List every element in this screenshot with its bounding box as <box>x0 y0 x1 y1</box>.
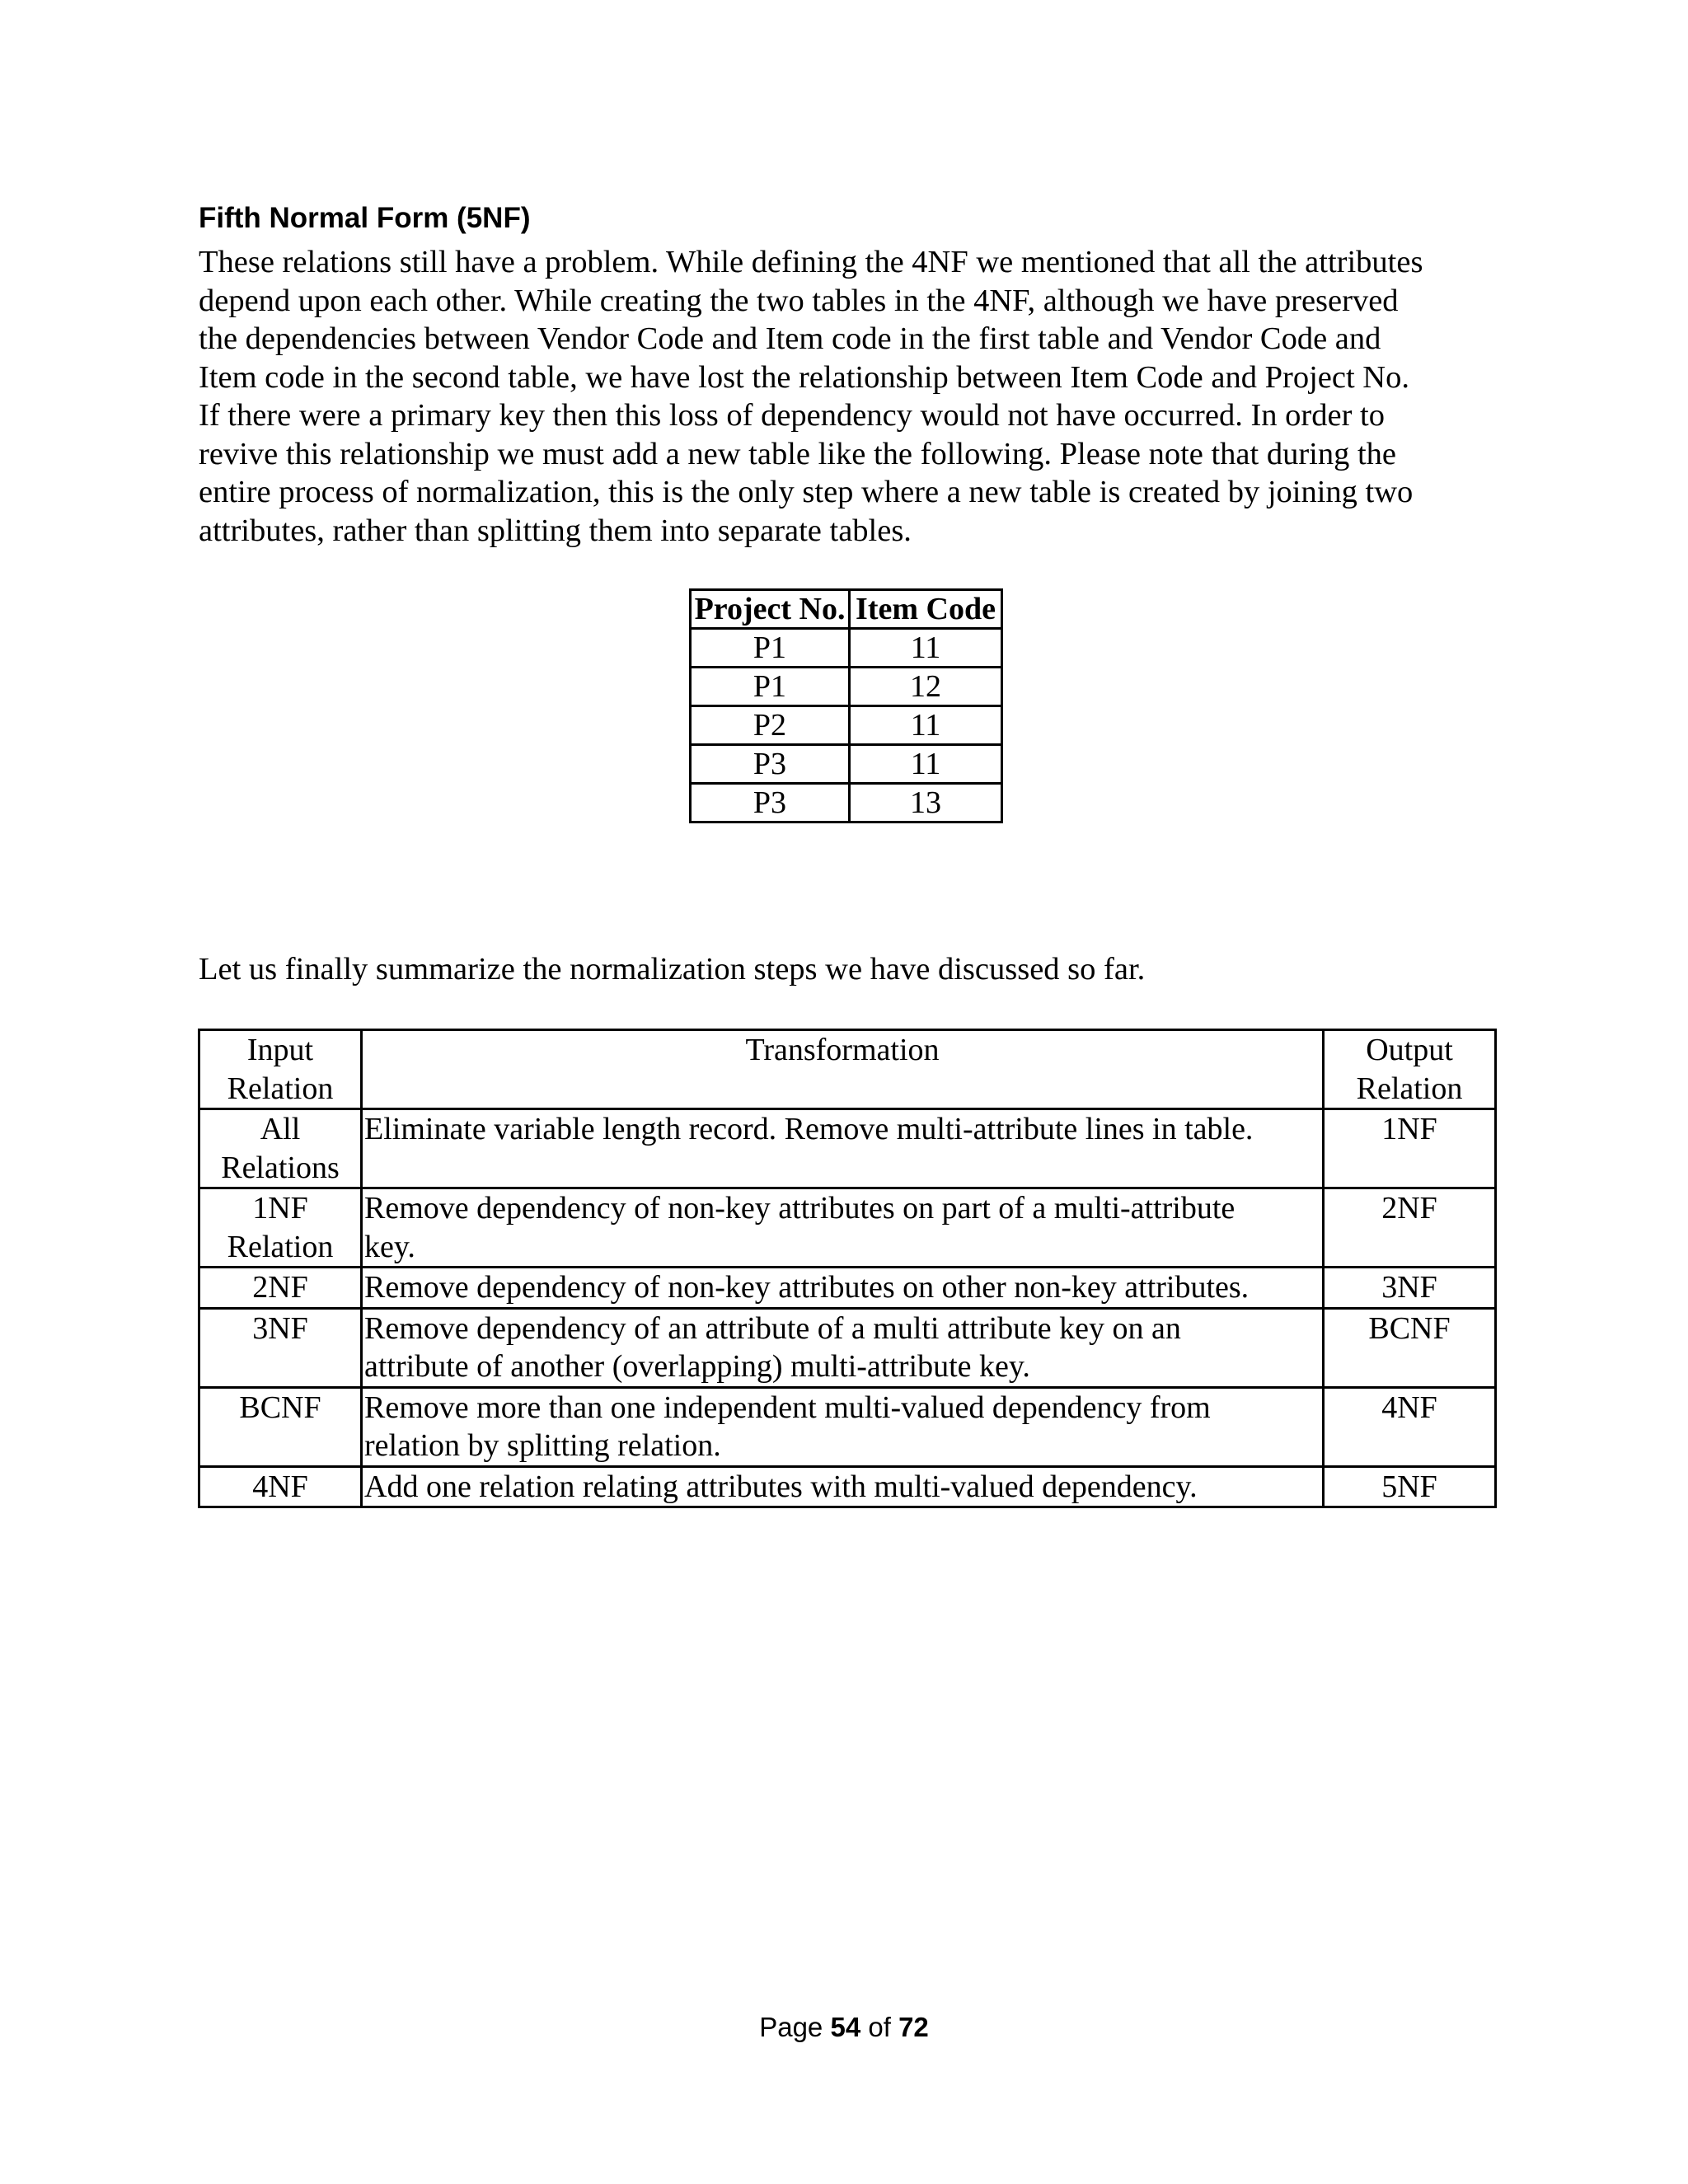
header-output-relation: Output Relation <box>1324 1030 1496 1109</box>
project-item-table <box>689 588 1003 823</box>
output-relation-cell: 3NF <box>1324 1268 1496 1309</box>
transformation-cell: Remove dependency of non-key attributes on other non-key attributes. <box>362 1268 1324 1309</box>
input-relation-cell: BCNF <box>199 1387 362 1466</box>
header-transformation: Transformation <box>362 1030 1324 1109</box>
table-header-row <box>691 590 1002 629</box>
paragraph-line: If there were a primary key then this loss of dependency would not have occurred. In order to <box>199 398 1385 433</box>
item-code-cell: 11 <box>850 629 1002 668</box>
transformation-cell: Remove more than one independent multi-valued dependency from relation by splitting relation. <box>362 1387 1324 1466</box>
project-no-cell: P3 <box>691 745 850 784</box>
transformation-cell: Remove dependency of an attribute of a multi attribute key on an attribute of another (overlapping) multi-attribute key. <box>362 1308 1324 1387</box>
input-relation-cell: 1NF Relation <box>199 1188 362 1268</box>
header-input-relation: Input Relation <box>199 1030 362 1109</box>
table-header-row <box>199 1030 1496 1109</box>
table-row <box>691 745 1002 784</box>
input-relation-cell: 2NF <box>199 1268 362 1309</box>
table-row <box>691 668 1002 706</box>
section-heading: Fifth Normal Form (5NF) <box>199 202 531 234</box>
table-row <box>199 1109 1496 1188</box>
current-page-number: 54 <box>830 2012 861 2042</box>
project-no-cell: P1 <box>691 629 850 668</box>
paragraph-line: the dependencies between Vendor Code and Item code in the first table and Vendor Code and <box>199 321 1381 356</box>
item-code-cell: 12 <box>850 668 1002 706</box>
input-relation-cell: 4NF <box>199 1466 362 1507</box>
item-code-cell: 11 <box>850 745 1002 784</box>
input-relation-cell: All Relations <box>199 1109 362 1188</box>
input-relation-cell: 3NF <box>199 1308 362 1387</box>
normalization-summary-table <box>198 1029 1497 1508</box>
project-no-cell: P1 <box>691 668 850 706</box>
page-footer <box>0 2011 1688 2044</box>
table-row <box>199 1188 1496 1268</box>
paragraph-line: attributes, rather than splitting them into separate tables. <box>199 513 912 548</box>
table-row <box>199 1466 1496 1507</box>
table-row <box>691 784 1002 823</box>
table-row <box>199 1268 1496 1309</box>
total-page-count: 72 <box>898 2012 929 2042</box>
item-code-cell: 11 <box>850 706 1002 745</box>
paragraph-line: revive this relationship we must add a new table like the following. Please note that during the <box>199 436 1397 471</box>
header-item-code: Item Code <box>850 590 1002 629</box>
table-row <box>691 706 1002 745</box>
summary-intro: Let us finally summarize the normalization steps we have discussed so far. <box>199 952 1146 987</box>
table-row <box>691 629 1002 668</box>
paragraph-line: entire process of normalization, this is the only step where a new table is created by joining two <box>199 475 1414 509</box>
paragraph-line: Item code in the second table, we have lost the relationship between Item Code and Project No. <box>199 359 1409 395</box>
header-project-no: Project No. <box>691 590 850 629</box>
item-code-cell: 13 <box>850 784 1002 823</box>
table-row <box>199 1308 1496 1387</box>
page-of-label: of <box>868 2012 891 2042</box>
output-relation-cell: BCNF <box>1324 1308 1496 1387</box>
project-no-cell: P2 <box>691 706 850 745</box>
transformation-cell: Remove dependency of non-key attributes on part of a multi-attribute key. <box>362 1188 1324 1268</box>
table-row <box>199 1387 1496 1466</box>
project-no-cell: P3 <box>691 784 850 823</box>
output-relation-cell: 5NF <box>1324 1466 1496 1507</box>
transformation-cell: Add one relation relating attributes with multi-valued dependency. <box>362 1466 1324 1507</box>
page-label: Page <box>759 2012 823 2042</box>
section-paragraph <box>199 243 1501 550</box>
paragraph-line: These relations still have a problem. While defining the 4NF we mentioned that all the attributes <box>199 245 1423 279</box>
transformation-cell: Eliminate variable length record. Remove multi-attribute lines in table. <box>362 1109 1324 1188</box>
paragraph-line: depend upon each other. While creating the two tables in the 4NF, although we have preserved <box>199 283 1399 318</box>
output-relation-cell: 1NF <box>1324 1109 1496 1188</box>
output-relation-cell: 2NF <box>1324 1188 1496 1268</box>
output-relation-cell: 4NF <box>1324 1387 1496 1466</box>
